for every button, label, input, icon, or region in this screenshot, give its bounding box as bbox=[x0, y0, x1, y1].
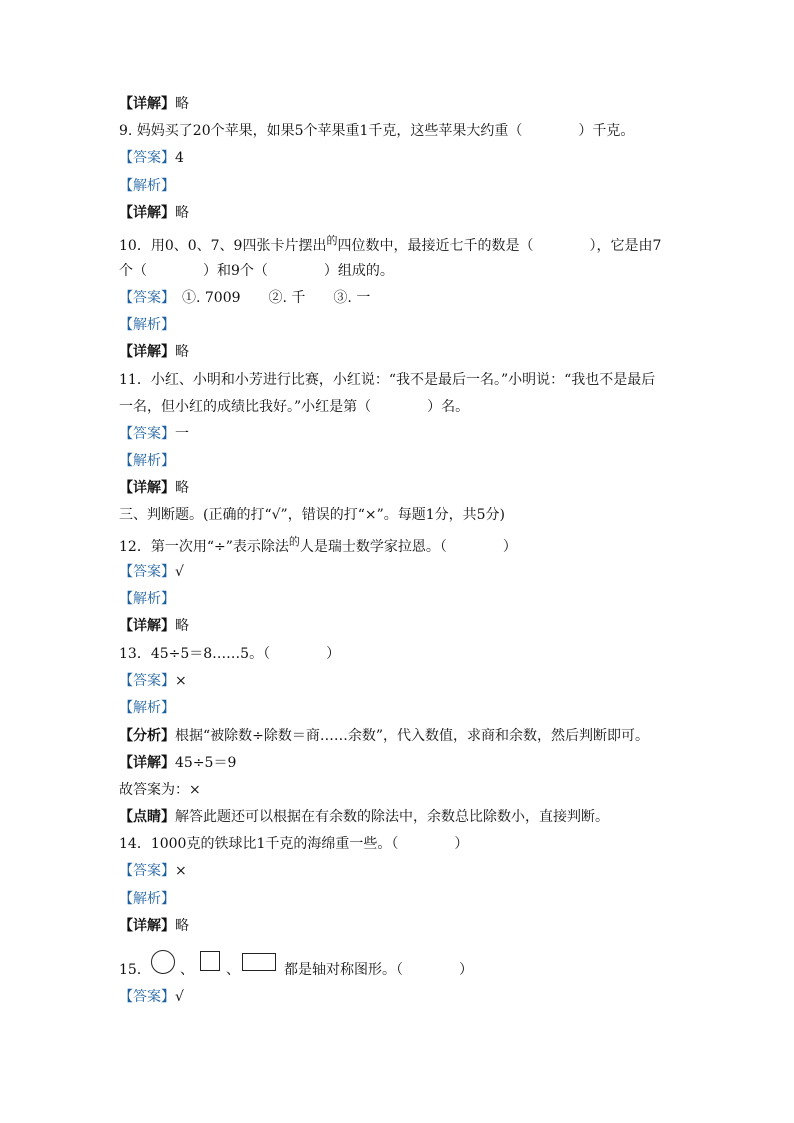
detail-text: 略 bbox=[175, 918, 189, 934]
conclusion-line: 故答案为：× bbox=[119, 782, 201, 798]
analysis-line bbox=[119, 589, 175, 609]
tag-detail: 【详解】 bbox=[119, 96, 175, 112]
answer-text: √ bbox=[175, 564, 184, 580]
detail-text: 略 bbox=[175, 205, 189, 221]
question-10-line-1 bbox=[119, 236, 661, 257]
explanation-line bbox=[119, 342, 189, 362]
q12-text-b: 人是瑞士数学家拉恩。（ ） bbox=[299, 539, 517, 555]
answer-line bbox=[119, 861, 187, 881]
explanation-line bbox=[119, 94, 189, 114]
tag-answer: 【答案】 bbox=[119, 673, 175, 689]
detail-text: 略 bbox=[175, 344, 189, 360]
analysis-line bbox=[119, 176, 175, 196]
answer-text: 一 bbox=[175, 426, 189, 442]
tag-answer: 【答案】 bbox=[119, 564, 175, 580]
detail-text: 略 bbox=[175, 480, 189, 496]
tag-answer: 【答案】 bbox=[119, 426, 175, 442]
explanation-line bbox=[119, 203, 189, 223]
question-10-line-2: 个（ ）和9个（ ）组成的。 bbox=[119, 263, 394, 279]
question-11-line-2: 一名，但小红的成绩比我好。”小红是第（ ）名。 bbox=[119, 399, 470, 415]
tag-detail: 【详解】 bbox=[119, 918, 175, 934]
question-12 bbox=[119, 537, 517, 558]
tag-answer: 【答案】 bbox=[119, 290, 168, 306]
answer-line bbox=[119, 562, 184, 582]
question-15-text: 都是轴对称图形。（ ） bbox=[284, 962, 473, 978]
analysis-line bbox=[119, 451, 175, 471]
analysis-line bbox=[119, 315, 175, 335]
rectangle-shape bbox=[242, 953, 276, 971]
tag-analysis: 【解析】 bbox=[119, 453, 175, 469]
answer-line bbox=[119, 424, 189, 444]
remark-text: 解答此题还可以根据在有余数的除法中，余数总比除数小，直接判断。 bbox=[175, 809, 609, 825]
tag-analysis: 【解析】 bbox=[119, 891, 175, 907]
tag-answer: 【答案】 bbox=[119, 989, 175, 1005]
q10-superscript: 的 bbox=[326, 234, 338, 247]
answer-text: × bbox=[175, 673, 187, 689]
explanation-line bbox=[119, 478, 189, 498]
section-heading: 三、判断题。(正确的打“√”，错误的打“×”。每题1分，共5分) bbox=[119, 507, 506, 523]
answer-text: × bbox=[175, 863, 187, 879]
tag-answer: 【答案】 bbox=[119, 863, 175, 879]
tag-answer: 【答案】 bbox=[119, 150, 175, 166]
remark-line bbox=[119, 807, 609, 827]
answer-line bbox=[119, 987, 184, 1007]
answer-text: ①. 7009 ②. 千 ③. 一 bbox=[168, 290, 371, 306]
question-9: 9. 妈妈买了20个苹果，如果5个苹果重1千克，这些苹果大约重（ ）千克。 bbox=[119, 123, 635, 139]
question-14: 14．1000克的铁球比1千克的海绵重一些。（ ） bbox=[119, 836, 469, 852]
tag-remark: 【点睛】 bbox=[119, 809, 175, 825]
tag-analysis: 【解析】 bbox=[119, 317, 175, 333]
question-11-line-1: 11．小红、小明和小芳进行比赛，小红说：“我不是最后一名。”小明说：“我也不是最后 bbox=[119, 372, 656, 388]
answer-text: 4 bbox=[175, 150, 184, 166]
detail-text: 45÷5＝9 bbox=[175, 755, 237, 771]
answer-line bbox=[119, 148, 184, 168]
tag-detail: 【详解】 bbox=[119, 205, 175, 221]
q10-text-a: 10．用0、0、7、9四张卡片摆出 bbox=[119, 238, 327, 254]
answer-text: √ bbox=[175, 989, 184, 1005]
explanation-line bbox=[119, 916, 189, 936]
explanation-line bbox=[119, 616, 189, 636]
question-13: 13．45÷5＝8……5。（ ） bbox=[119, 646, 341, 662]
separator: 、 bbox=[226, 962, 240, 978]
q10-text-b: 四位数中，最接近七千的数是（ ），它是由7 bbox=[337, 238, 662, 254]
analysis-line bbox=[119, 889, 175, 909]
analysis-note-line bbox=[119, 726, 649, 746]
tag-detail: 【详解】 bbox=[119, 755, 175, 771]
tag-analysis: 【解析】 bbox=[119, 591, 175, 607]
q12-superscript: 的 bbox=[288, 535, 300, 548]
tag-detail: 【详解】 bbox=[119, 480, 175, 496]
tag-detail: 【详解】 bbox=[119, 344, 175, 360]
tag-analyze: 【分析】 bbox=[119, 728, 175, 744]
detail-text: 略 bbox=[175, 618, 189, 634]
analysis-line bbox=[119, 698, 175, 718]
q12-text-a: 12．第一次用“÷”表示除法 bbox=[119, 539, 289, 555]
circle-shape bbox=[151, 950, 175, 974]
square-shape bbox=[200, 951, 220, 971]
tag-detail: 【详解】 bbox=[119, 618, 175, 634]
question-15-number: 15． bbox=[119, 962, 151, 978]
tag-analysis: 【解析】 bbox=[119, 700, 175, 716]
answer-line bbox=[119, 671, 187, 691]
separator: 、 bbox=[180, 962, 194, 978]
answer-line bbox=[119, 288, 370, 308]
detail-text: 略 bbox=[175, 96, 189, 112]
analysis-text: 根据“被除数÷除数＝商……余数”，代入数值，求商和余数，然后判断即可。 bbox=[175, 728, 650, 744]
explanation-line bbox=[119, 753, 236, 773]
tag-analysis: 【解析】 bbox=[119, 178, 175, 194]
